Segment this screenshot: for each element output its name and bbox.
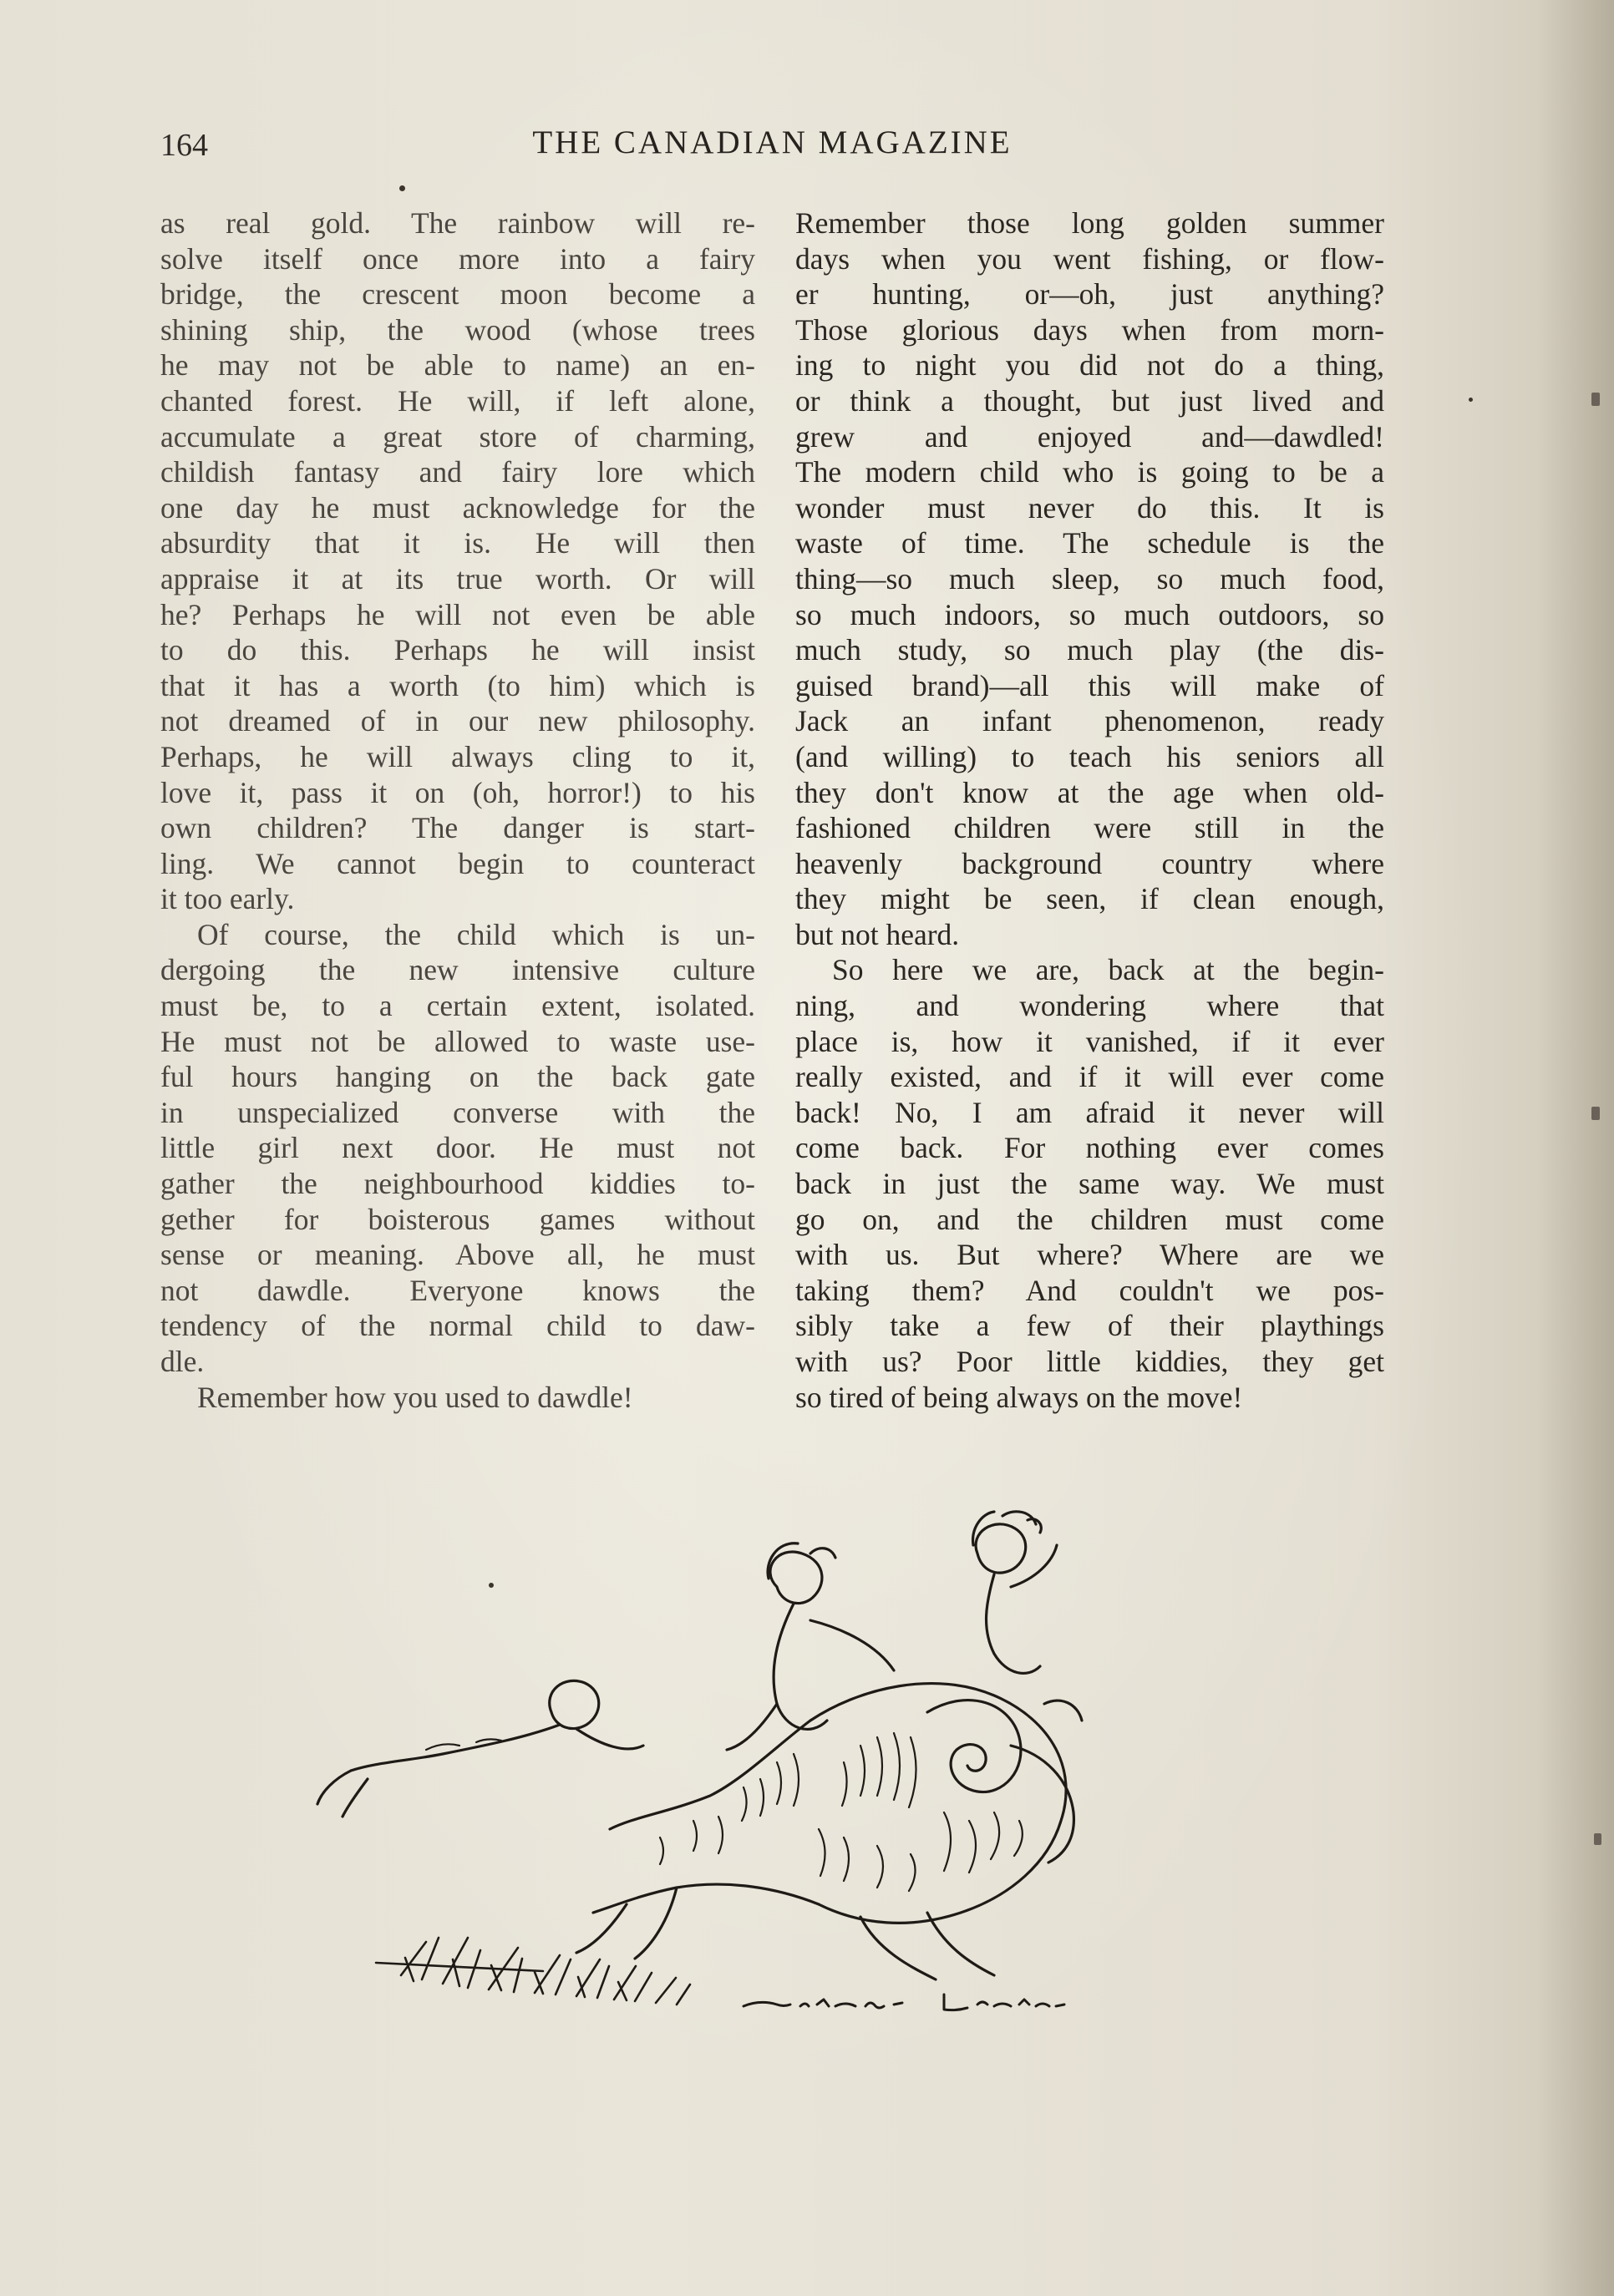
text-line: accumulate a great store of charming, xyxy=(160,419,755,454)
text-line: they don't know at the age when old- xyxy=(795,775,1384,809)
text-line: go on, and the children must come xyxy=(795,1202,1384,1236)
text-line: with us? Poor little kiddies, they get xyxy=(795,1345,1384,1378)
grass-tufts xyxy=(376,1938,690,2005)
left-text-column xyxy=(160,205,755,1415)
text-line: er hunting, or—oh, just anything? xyxy=(795,277,1384,312)
text-line: he? Perhaps he will not even be able xyxy=(160,597,755,631)
text-line: not dreamed of in our new philosophy. xyxy=(160,704,755,738)
text-line: place is, how it vanished, if it ever xyxy=(795,1024,1384,1058)
text-line: Remember how you used to dawdle! xyxy=(197,1380,633,1414)
text-line: He must not be allowed to waste use- xyxy=(160,1024,755,1058)
text-line: to do this. Perhaps he will insist xyxy=(160,633,755,667)
text-line: Those glorious days when from morn- xyxy=(795,312,1384,347)
text-line: Jack an infant phenomenon, ready xyxy=(795,704,1384,738)
text-line: dle. xyxy=(160,1345,205,1378)
text-line: in unspecialized converse with the xyxy=(160,1095,755,1129)
ram-leg-back xyxy=(576,1904,627,1953)
text-line: they might be seen, if clean enough, xyxy=(795,882,1384,916)
ram-leg-front-2 xyxy=(860,1917,936,1979)
text-line: really existed, and if it will ever come xyxy=(795,1060,1384,1094)
text-line: The modern child who is going to be a xyxy=(795,455,1384,489)
text-line: love it, pass it on (oh, horror!) to his xyxy=(160,775,755,809)
page-edge-shadow xyxy=(1539,0,1614,2296)
text-line: must be, to a certain extent, isolated. xyxy=(160,989,755,1023)
ink-speck xyxy=(1469,398,1473,402)
text-line: come back. For nothing ever comes xyxy=(795,1131,1384,1165)
text-line: absurdity that it is. He will then xyxy=(160,526,755,560)
text-line: fashioned children were still in the xyxy=(795,811,1384,845)
text-line: Perhaps, he will always cling to it, xyxy=(160,739,755,773)
text-line: it too early. xyxy=(160,882,295,916)
text-line: but not heard. xyxy=(795,917,960,951)
text-line: sense or meaning. Above all, he must xyxy=(160,1238,755,1272)
artist-signature xyxy=(744,1994,1064,2010)
text-line: childish fantasy and fairy lore which xyxy=(160,455,755,489)
child-top-head xyxy=(770,1552,822,1604)
text-line: as real gold. The rainbow will re- xyxy=(160,206,755,240)
child-right-body xyxy=(987,1574,1040,1673)
text-line: thing—so much sleep, so much food, xyxy=(795,561,1384,596)
ram-belly xyxy=(593,1884,819,1913)
child-right-head xyxy=(976,1524,1026,1573)
text-line: ning, and wondering where that xyxy=(795,989,1384,1023)
text-line: Remember those long golden summer xyxy=(795,206,1384,240)
text-line: bridge, the crescent moon become a xyxy=(160,277,755,312)
page-number: 164 xyxy=(160,128,208,163)
text-line: chanted forest. He will, if left alone, xyxy=(160,383,755,418)
text-line: tendency of the normal child to daw- xyxy=(160,1309,755,1343)
text-line: solve itself once more into a fairy xyxy=(160,241,755,276)
text-line: back in just the same way. We must xyxy=(795,1167,1384,1201)
text-line: ing to night you did not do a thing, xyxy=(795,348,1384,383)
child-top-hair xyxy=(768,1543,835,1579)
text-line: back! No, I am afraid it never will xyxy=(795,1095,1384,1129)
ink-speck xyxy=(399,185,405,191)
text-line: so much indoors, so much outdoors, so xyxy=(795,597,1384,631)
ram-body-outline xyxy=(810,1684,1066,1923)
ram-leg-back-2 xyxy=(635,1888,677,1959)
text-line: one day he must acknowledge for the xyxy=(160,490,755,525)
child-top-leg xyxy=(727,1704,777,1750)
text-line: ling. We cannot begin to counteract xyxy=(160,846,755,880)
text-line: (and willing) to teach his seniors all xyxy=(795,739,1384,773)
child-left-leg xyxy=(576,1729,643,1749)
text-line: much study, so much play (the dis- xyxy=(795,633,1384,667)
child-left-body xyxy=(351,1725,560,1771)
page-tab-mark xyxy=(1591,393,1600,406)
text-line: or think a thought, but just lived and xyxy=(795,383,1384,418)
text-line: days when you went fishing, or flow- xyxy=(795,241,1384,276)
text-line: wonder must never do this. It is xyxy=(795,490,1384,525)
running-head: THE CANADIAN MAGAZINE xyxy=(532,124,1013,160)
text-line: own children? The danger is start- xyxy=(160,811,755,845)
text-line: So here we are, back at the begin- xyxy=(832,953,1384,987)
text-line: he may not be able to name) an en- xyxy=(160,348,755,383)
text-line: waste of time. The schedule is the xyxy=(795,526,1384,560)
page-tab-mark xyxy=(1591,1107,1600,1120)
text-line: Of course, the child which is un- xyxy=(197,917,755,951)
child-left-arm xyxy=(317,1771,368,1817)
ram-leg-front xyxy=(927,1913,994,1975)
ram-ear xyxy=(1044,1700,1082,1721)
text-line: heavenly background country where xyxy=(795,846,1384,880)
text-line: grew and enjoyed and—dawdled! xyxy=(795,419,1384,454)
text-line: so tired of being always on the move! xyxy=(795,1380,1243,1414)
text-line: that it has a worth (to him) which is xyxy=(160,668,755,702)
text-line: with us. But where? Where are we xyxy=(795,1238,1384,1272)
text-line: sibly take a few of their playthings xyxy=(795,1309,1384,1343)
text-line: not dawdle. Everyone knows the xyxy=(160,1273,755,1307)
child-top-arm xyxy=(810,1620,894,1670)
text-line: ful hours hanging on the back gate xyxy=(160,1060,755,1094)
text-line: dergoing the new intensive culture xyxy=(160,953,755,987)
page-header xyxy=(160,124,1384,174)
right-text-column xyxy=(795,205,1384,1415)
illustration xyxy=(276,1495,1278,2066)
text-line: guised brand)—all this will make of xyxy=(795,668,1384,702)
ink-speck xyxy=(489,1583,494,1588)
text-line: shining ship, the wood (whose trees xyxy=(160,312,755,347)
children-riding-ram-illustration xyxy=(276,1495,1278,2063)
ram-horn xyxy=(927,1700,1021,1792)
text-line: gether for boisterous games without xyxy=(160,1202,755,1236)
text-line: gather the neighbourhood kiddies to- xyxy=(160,1167,755,1201)
child-left-head xyxy=(550,1680,599,1728)
text-line: appraise it at its true worth. Or will xyxy=(160,561,755,596)
text-line: taking them? And couldn't we pos- xyxy=(795,1273,1384,1307)
page-tab-mark xyxy=(1594,1833,1601,1845)
text-line: little girl next door. He must not xyxy=(160,1131,755,1165)
